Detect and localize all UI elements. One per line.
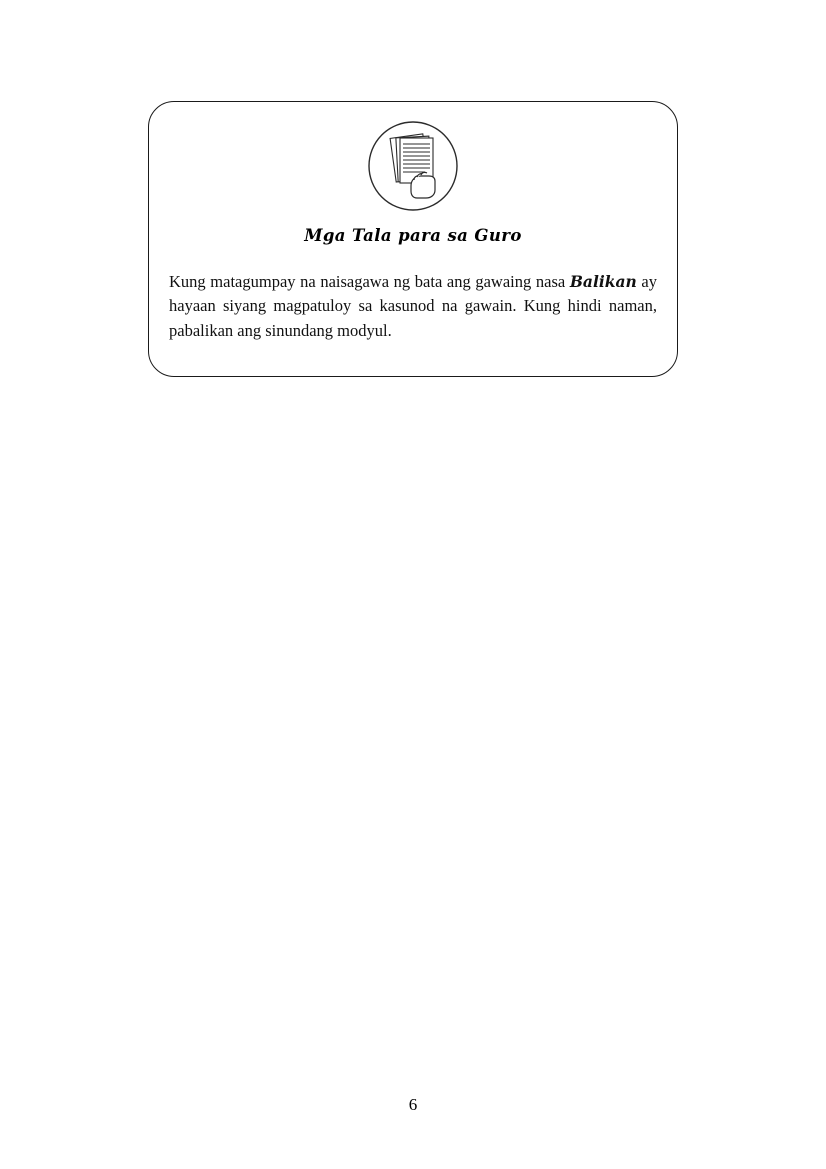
note-body xyxy=(169,270,657,343)
note-body-text-2: ay hayaan siyang magpatuloy sa kasunod na gawain. Kung hindi naman, pabalikan ang sinundang modyul. xyxy=(169,272,657,340)
hand-holding-documents-icon xyxy=(367,120,459,212)
note-body-bold-term: Balikan xyxy=(569,272,637,291)
page-number: 6 xyxy=(408,1095,418,1114)
note-title: Mga Tala para sa Guro xyxy=(304,226,522,245)
note-body-text-1: Kung matagumpay na naisagawa ng bata ang gawaing nasa xyxy=(169,272,570,291)
teacher-notes-box xyxy=(148,101,678,377)
